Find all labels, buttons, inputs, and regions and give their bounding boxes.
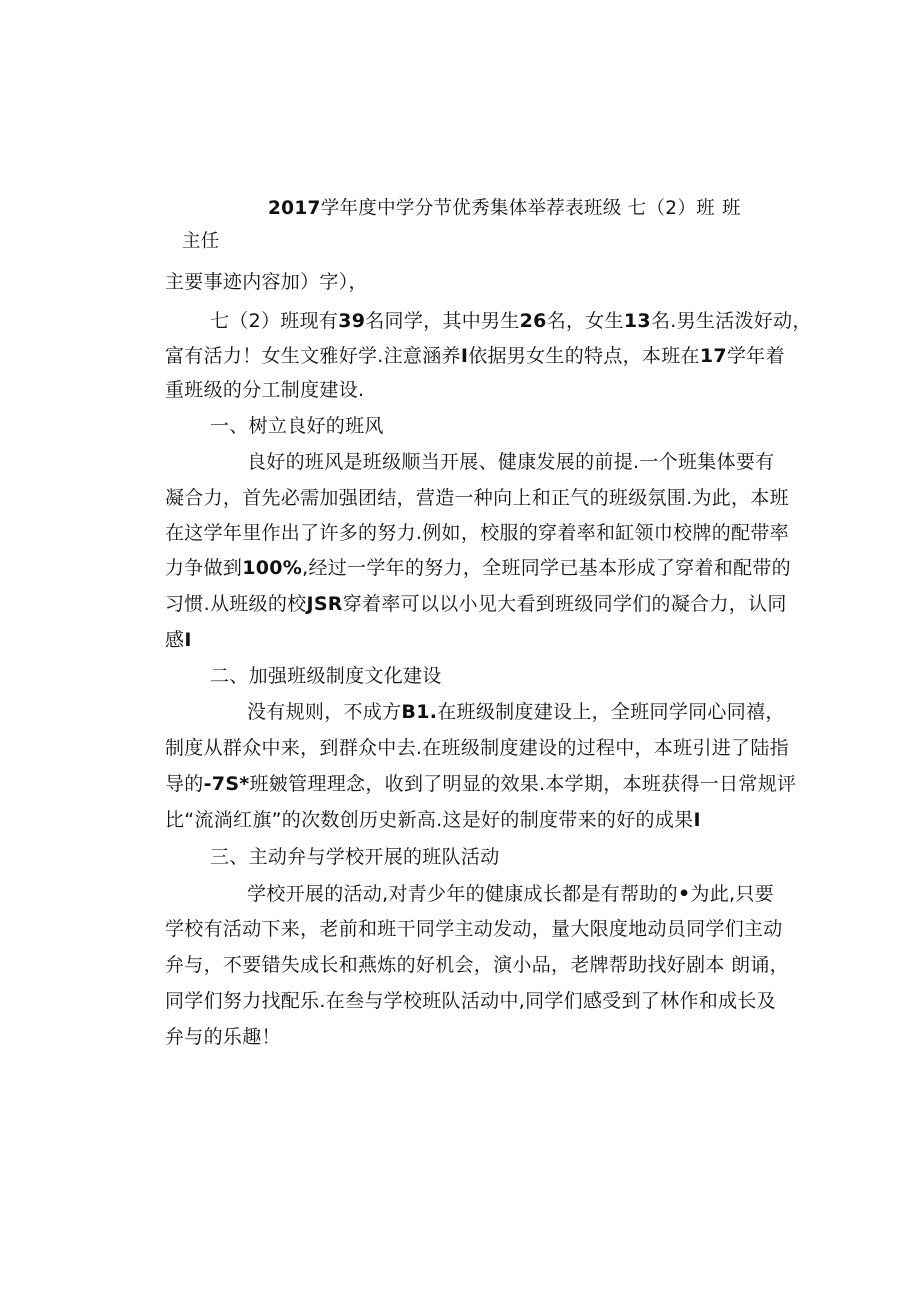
intro-text: 富有活力！女生文雅好学.注意涵养 [165,345,461,367]
section2-line-2 [165,736,789,760]
intro-number: 13 [623,310,651,332]
intro-text: 名.男生活泼好动， [650,310,812,332]
intro-number: 39 [338,310,366,332]
section3-line-4 [165,989,776,1013]
section3-text: 学校有活动下来，老前和班干同学主动发动，量大限度地动员同学们主动 [165,918,783,940]
section1-text: 穿着率可以以小见大看到班级同学们的凝合力，认同 [342,593,787,615]
section1-heading [210,414,384,438]
section2-line-1 [247,700,785,724]
section3-text: • [677,883,691,905]
section2-line-4 [165,808,701,832]
section1-line-4 [165,556,791,580]
intro-number: 26 [519,310,547,332]
section3-text: 弁与，不要错失成长和燕炼的好机会，演小品，老牌帮助找好剧本 朗诵， [165,954,789,976]
section3-heading-text: 三、主动弁与学校开展的班队活动 [210,846,500,868]
section3-text: 为此,只要 [690,883,774,905]
section2-line-3 [165,772,796,796]
intro-line-3 [165,378,364,402]
section2-text: -7S* [203,773,250,795]
intro-text: 学年着 [726,345,785,367]
section1-text: 良好的班风是班级顺当开展、健康发展的前提.一个班集体要有 [247,451,775,473]
intro-line-2 [165,344,785,368]
section1-line-2 [165,486,789,510]
summary-label-text: 主要事迹内容加）字）， [165,271,368,293]
section1-text: ,经过一学年的努力，全班同学已基本形成了穿着和配带的 [302,557,791,579]
section3-heading [210,845,500,869]
section3-line-1 [247,882,774,906]
document-title [268,197,715,221]
title-continuation-text: 主任 [182,231,220,252]
section1-text: 在这学年里作出了许多的努力.例如，校服的穿着率和缸领巾校牌的配带率 [165,522,789,544]
title-continuation [182,230,220,254]
section1-number: 100% [242,557,303,579]
section2-text: 在班级制度建设上，全班同学同心同禧， [437,701,785,723]
intro-text: I [460,345,469,367]
section1-text: JSR [306,593,343,615]
section1-heading-text: 一、树立良好的班风 [210,415,384,437]
section1-line-1 [247,450,774,474]
section1-line-5 [165,592,787,616]
title-year: 2017 [268,198,321,219]
intro-number: 17 [699,345,727,367]
section3-line-5 [165,1025,281,1049]
section1-line-6 [165,628,192,652]
section2-heading-text: 二、加强班级制度文化建设 [210,665,442,687]
section1-text: 习惯.从班级的校 [165,593,307,615]
intro-text: 七（2）班现有 [210,310,339,332]
section2-text: 班皴管理理念，收到了明显的效果.本学期，本班获得一日常规评 [249,773,797,795]
title-main: 学年度中学分节优秀集体举荐表班级 七（2）班 [320,198,715,219]
section2-text: I [693,809,701,831]
intro-text: 重班级的分工制度建设. [165,379,365,401]
section1-text: 凝合力，首先必需加强团结，营造一种向上和正气的班级氛围.为此，本班 [165,487,789,509]
section2-text: B1. [401,701,438,723]
section3-text: 学校开展的活动,对青少年的健康成长都是有帮助的 [247,883,678,905]
intro-line-1 [210,309,812,333]
intro-text: 名，女生 [546,310,624,332]
section1-line-3 [165,521,789,545]
section3-text: 弁与的乐趣！ [165,1026,281,1048]
intro-text: 依据男女生的特点，本班在 [468,345,700,367]
title-tail-text: 班 [722,198,741,219]
section3-line-3 [165,953,789,977]
section2-text: 没有规则，不成方 [247,701,402,723]
section2-text: 制度从群众中来，到群众中去.在班级制度建设的过程中，本班引进了陆指 [165,737,789,759]
section3-text: 同学们努力找配乐.在叁与学校班队活动中,同学们感受到了林作和成长及 [165,990,776,1012]
intro-text: 名同学，其中男生 [365,310,520,332]
section1-text: I [184,629,192,651]
section3-line-2 [165,917,783,941]
section1-text: 感 [165,629,185,651]
title-tail [722,197,741,221]
section1-text: 力争做到 [165,557,243,579]
section2-text: 比“流淌红旗”的次数创历史新高.这是好的制度带来的好的成果 [165,809,694,831]
summary-label [165,270,368,294]
section2-text: 导的 [165,773,204,795]
section2-heading [210,664,442,688]
